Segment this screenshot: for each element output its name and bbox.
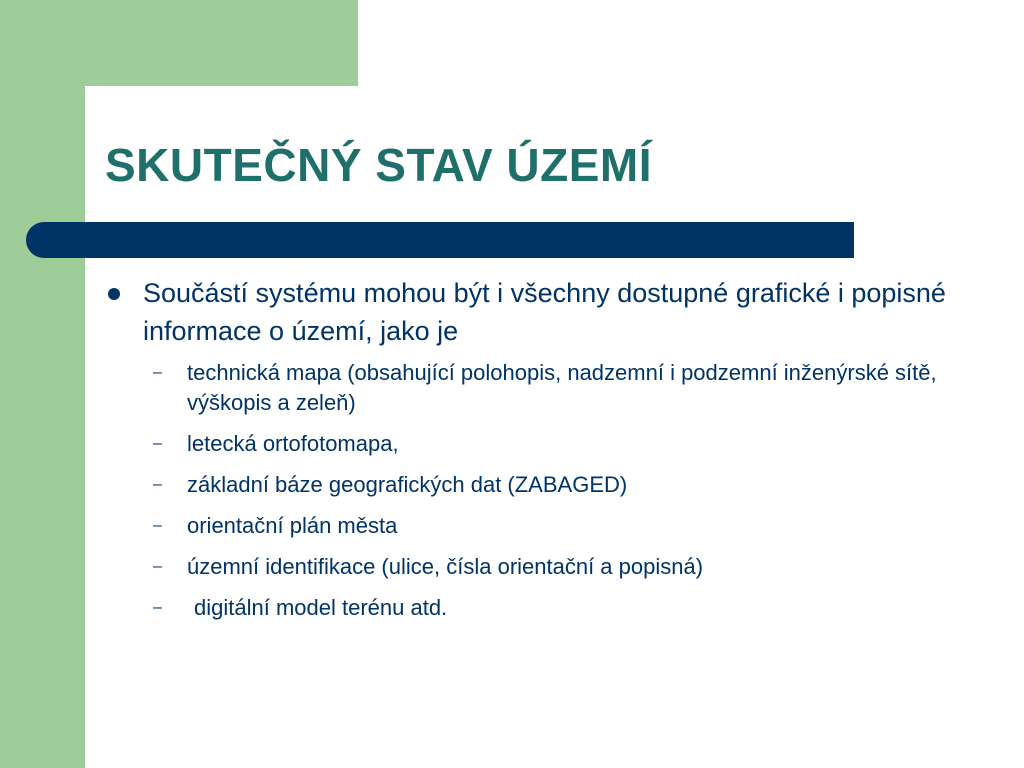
dash-icon: – <box>153 364 162 381</box>
sub-bullet-text: letecká ortofotomapa, <box>187 431 399 456</box>
sub-bullet-text: digitální model terénu atd. <box>194 595 448 620</box>
sub-bullet-item <box>153 511 995 541</box>
sub-bullet-list <box>105 358 995 623</box>
dash-icon: – <box>153 558 162 575</box>
dash-icon: – <box>153 599 162 616</box>
sub-bullet-item <box>153 429 995 459</box>
sub-bullet-text: orientační plán města <box>187 513 398 538</box>
title-underline-bar <box>26 222 854 258</box>
bullet-dot-icon <box>108 288 120 300</box>
sub-bullet-item <box>153 593 995 623</box>
sub-bullet-text: územní identifikace (ulice, čísla orientační a popisná) <box>187 554 704 579</box>
dash-icon: – <box>153 476 162 493</box>
bullet-item <box>105 274 995 350</box>
sub-bullet-item <box>153 552 995 582</box>
bullet-text: Součástí systému mohou být i všechny dostupné grafické i popisné informace o území, jako je <box>143 278 946 346</box>
sub-bullet-item <box>153 358 995 418</box>
dash-icon: – <box>153 517 162 534</box>
sub-bullet-text: základní báze geografických dat (ZABAGED) <box>187 472 628 497</box>
slide-content <box>105 274 995 634</box>
green-accent-column <box>0 0 85 768</box>
sub-bullet-item <box>153 470 995 500</box>
slide-title: SKUTEČNÝ STAV ÚZEMÍ <box>105 139 653 191</box>
dash-icon: – <box>153 435 162 452</box>
sub-bullet-text: technická mapa (obsahující polohopis, nadzemní i podzemní inženýrské sítě, výškopis a zeleň) <box>187 360 937 415</box>
